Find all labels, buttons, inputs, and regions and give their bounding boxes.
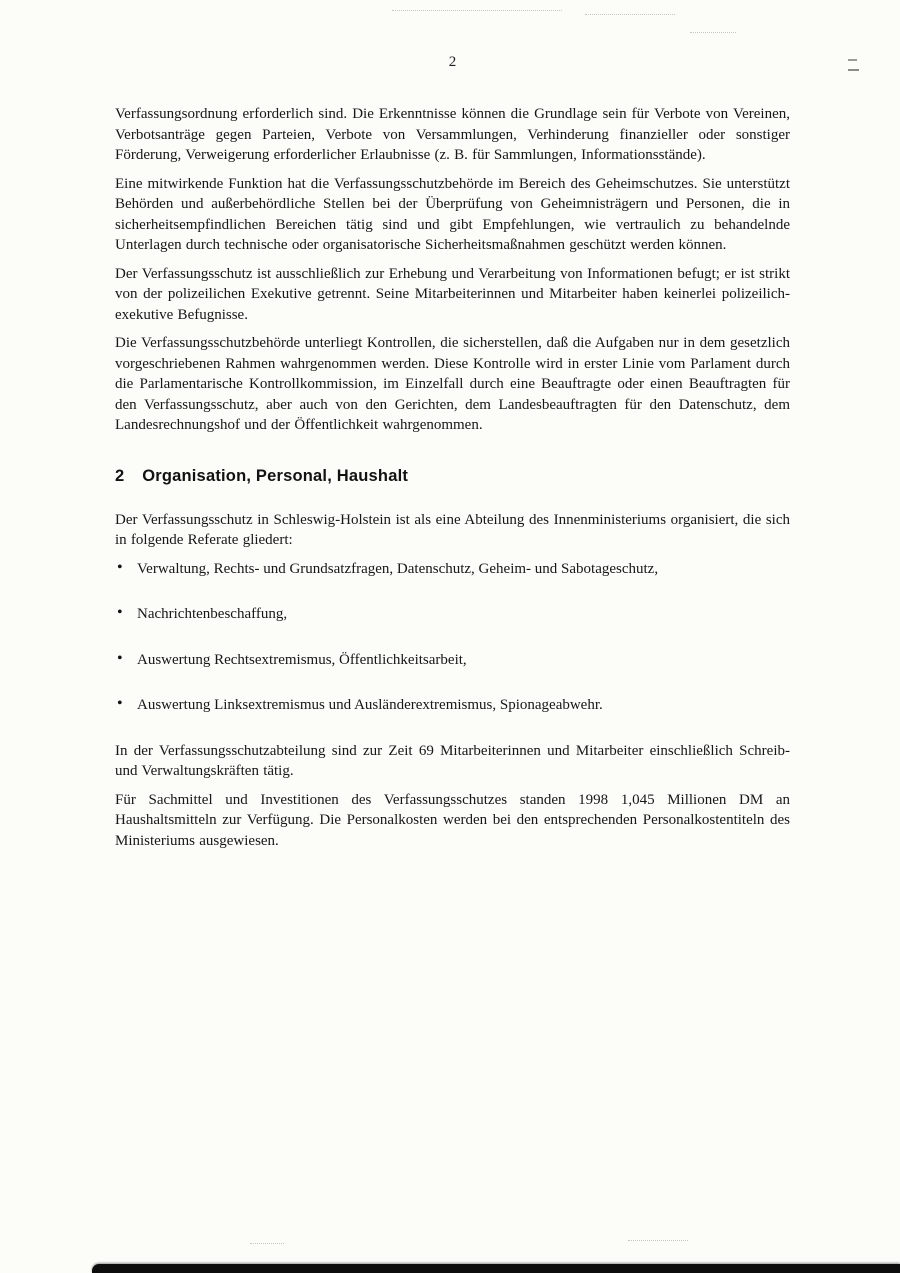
list-item (115, 559, 790, 580)
bullet-icon: • (117, 604, 123, 621)
paragraph: Die Verfassungsschutzbehörde unterliegt Kontrollen, die sicherstellen, daß die Aufgaben nur in dem gesetzlich vorgeschriebenen Rahmen wahrgenommen werden. Diese Kontrolle wird in erster Linie vom Parlament durch die Parlamentarische Kontrollkommission, im Einzelfall durch eine Beauftragte oder einen Beauftragten für den Verfassungsschutz, aber auch von den Gerichten, dem Landesbeauftragten für den Datenschutz, dem Landesrechnungshof und der Öffentlichkeit wahrgenommen. (115, 335, 790, 433)
scan-artifact (846, 57, 860, 75)
bullet-text: Auswertung Linksextremismus und Ausländerextremismus, Spionageabwehr. (137, 697, 603, 713)
list-item (115, 650, 790, 671)
paragraph: Eine mitwirkende Funktion hat die Verfassungsschutzbehörde im Bereich des Geheimschutzes. Sie unterstützt Behörden und außerbehördliche Stellen bei der Überprüfung von Geheimnisträgern und Personen, die in sicherheitsempfindlichen Bereichen tätig sind und gibt Empfehlungen, wie vertraulich zu behandelnde Unterlagen durch technische oder organisatorische Sicherheitsmaßnahmen geschützt werden können. (115, 175, 790, 253)
page-number: 2 (448, 54, 457, 70)
bullet-text: Auswertung Rechtsextremismus, Öffentlichkeitsarbeit, (137, 651, 467, 668)
bullet-list (115, 559, 790, 716)
bullet-icon: • (117, 649, 123, 667)
bullet-text: Verwaltung, Rechts- und Grundsatzfragen, Datenschutz, Geheim- und Sabotageschutz, (137, 560, 659, 577)
section-heading-title: Organisation, Personal, Haushalt (142, 466, 409, 485)
bullet-icon: • (117, 558, 123, 576)
scan-noise (250, 1243, 284, 1244)
list-item (115, 695, 790, 716)
page-content (115, 104, 790, 859)
section-intro-paragraph: Der Verfassungsschutz in Schleswig-Holstein ist als eine Abteilung des Innenministeriums organisiert, die sich in folgende Referate gliedert: (115, 511, 790, 548)
paragraph: Der Verfassungsschutz ist ausschließlich zur Erhebung und Verarbeitung von Informationen befugt; er ist strikt von der polizeilichen Exekutive getrennt. Seine Mitarbeiterinnen und Mitarbeiter haben keinerlei polizeilich-exekutive Befugnisse. (115, 265, 790, 323)
bullet-text: Nachrichtenbeschaffung, (137, 606, 288, 622)
scan-noise (392, 10, 562, 11)
section-heading (115, 466, 790, 486)
paragraph: Für Sachmittel und Investitionen des Verfassungsschutzes standen 1998 1,045 Millionen DM an Haushaltsmitteln zur Verfügung. Die Personalkosten werden bei den entsprechenden Personalkostentiteln des Ministeriums ausgewiesen. (115, 791, 790, 849)
paragraph: Verfassungsordnung erforderlich sind. Die Erkenntnisse können die Grundlage sein für Verbote von Vereinen, Verbotsanträge gegen Parteien, Verbote von Versammlungen, Verhinderung finanzieller oder sonstiger Förderung, Verweigerung erforderlicher Erlaubnisse (z. B. für Sammlungen, Informationsstände). (115, 106, 790, 163)
scan-edge-artifact (92, 1264, 900, 1273)
list-item (115, 604, 790, 625)
scan-noise (690, 32, 736, 33)
bullet-icon: • (117, 695, 123, 712)
scan-noise (628, 1240, 688, 1241)
paragraph: In der Verfassungsschutzabteilung sind zur Zeit 69 Mitarbeiterinnen und Mitarbeiter einschließlich Schreib- und Verwaltungskräften tätig. (115, 742, 790, 779)
scan-noise (585, 14, 675, 15)
section-heading-number: 2 (115, 466, 125, 485)
